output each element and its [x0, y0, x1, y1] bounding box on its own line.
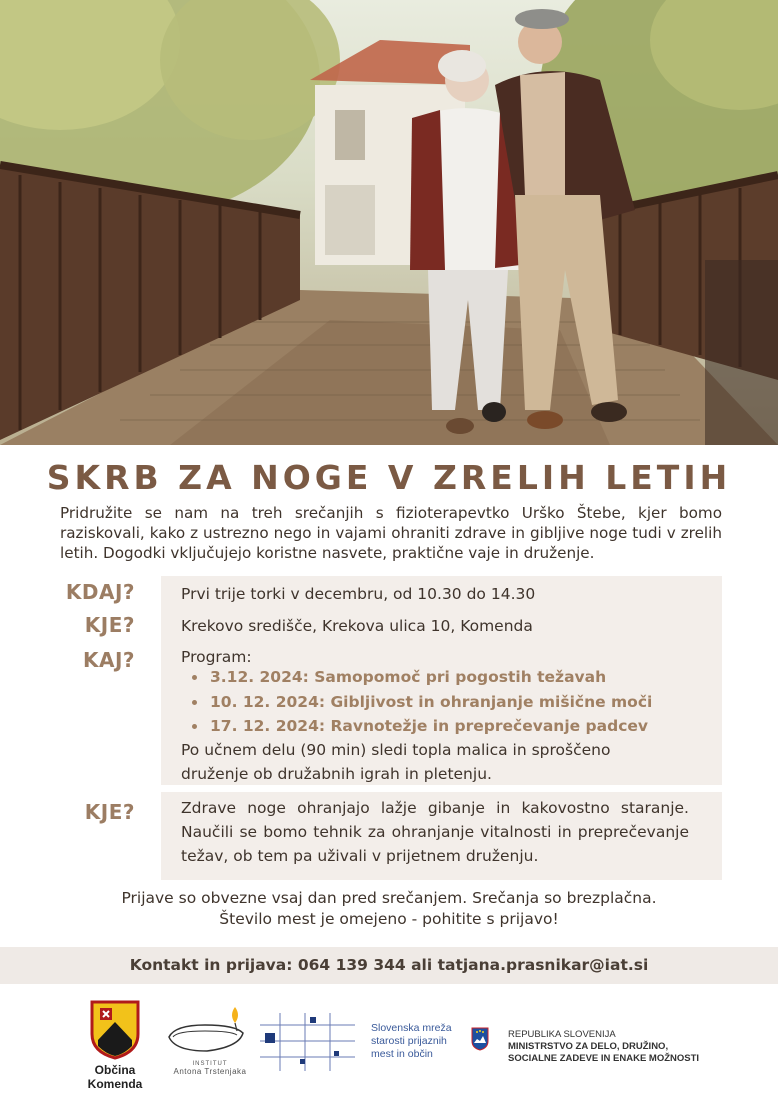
notice-line-1: Prijave so obvezne vsaj dan pred srečanjem. Srečanja so brezplačna. [121, 889, 657, 907]
where-text: Krekovo središče, Krekova ulica 10, Komenda [181, 617, 533, 635]
bullet-icon [192, 675, 197, 680]
institut-name: Antona Trstenjaka [173, 1067, 247, 1076]
program-item-text: 3.12. 2024: Samopomoč pri pogostih težavah [210, 668, 607, 686]
ministry-logo-label [508, 1029, 728, 1065]
mreza-line-3: mest in občin [371, 1048, 433, 1060]
grid-network-icon [260, 1013, 360, 1073]
why-label: KJE? [84, 800, 135, 824]
where-label: KJE? [84, 613, 135, 637]
hero-photo [0, 0, 778, 445]
registration-notice [0, 888, 778, 930]
contact-text: Kontakt in prijava: 064 139 344 ali tatjana.prasnikar@iat.si [129, 956, 649, 974]
page-title: SKRB ZA NOGE V ZRELIH LETIH [46, 458, 732, 497]
hero-illustration [0, 0, 778, 445]
notice-line-2: Število mest je omejeno - pohitite s prijavo! [219, 910, 559, 928]
program-list [190, 665, 710, 739]
rs-line-2: MINISTRSTVO ZA DELO, DRUŽINO, [508, 1041, 669, 1052]
rs-line-3: SOCIALNE ZADEVE IN ENAKE MOŽNOSTI [508, 1053, 700, 1064]
mreza-line-1: Slovenska mreža [371, 1022, 452, 1034]
komenda-logo-label: Občina Komenda [87, 1063, 143, 1091]
rs-line-1: REPUBLIKA SLOVENIJA [508, 1029, 616, 1040]
mreza-logo-label [371, 1022, 471, 1061]
institut-logo-label [170, 1060, 250, 1076]
program-label: Program: [181, 648, 252, 666]
bullet-icon [192, 700, 197, 705]
when-text: Prvi trije torki v decembru, od 10.30 do 14.30 [181, 585, 536, 603]
intro-paragraph: Pridružite se nam na treh srečanjih s fizioterapevtko Urško Štebe, kjer bomo raziskovali, kako z ustrezno nego in vajami ohraniti zdrave in gibljive noge tudi v zrelih letih. Dogodki vključujejo koristne nasvete, praktične vaje in druženje. [60, 504, 722, 562]
program-after-text: Po učnem delu (90 min) sledi topla malica in sproščeno druženje ob družabnih igrah in pletenju. [181, 741, 611, 783]
slovenia-coat-of-arms-icon [471, 1027, 489, 1051]
program-item [190, 690, 710, 715]
when-label: KDAJ? [65, 580, 135, 604]
komenda-coat-of-arms-icon [90, 1000, 140, 1060]
institut-prefix: INSTITUT [192, 1061, 228, 1067]
program-item [190, 665, 710, 690]
oil-lamp-icon [165, 1003, 250, 1061]
program-item-text: 17. 12. 2024: Ravnotežje in preprečevanje padcev [210, 717, 649, 735]
mreza-line-2: starosti prijaznih [371, 1035, 447, 1047]
program-item [190, 714, 710, 739]
what-label: KAJ? [82, 648, 135, 672]
why-text: Zdrave noge ohranjajo lažje gibanje in kakovostno staranje. Naučili se bomo tehnik za ohranjanje vitalnosti in preprečevanje težav, ob tem pa uživali v prijetnem druženju. [181, 799, 689, 865]
bullet-icon [192, 724, 197, 729]
program-item-text: 10. 12. 2024: Gibljivost in ohranjanje mišične moči [210, 692, 653, 711]
